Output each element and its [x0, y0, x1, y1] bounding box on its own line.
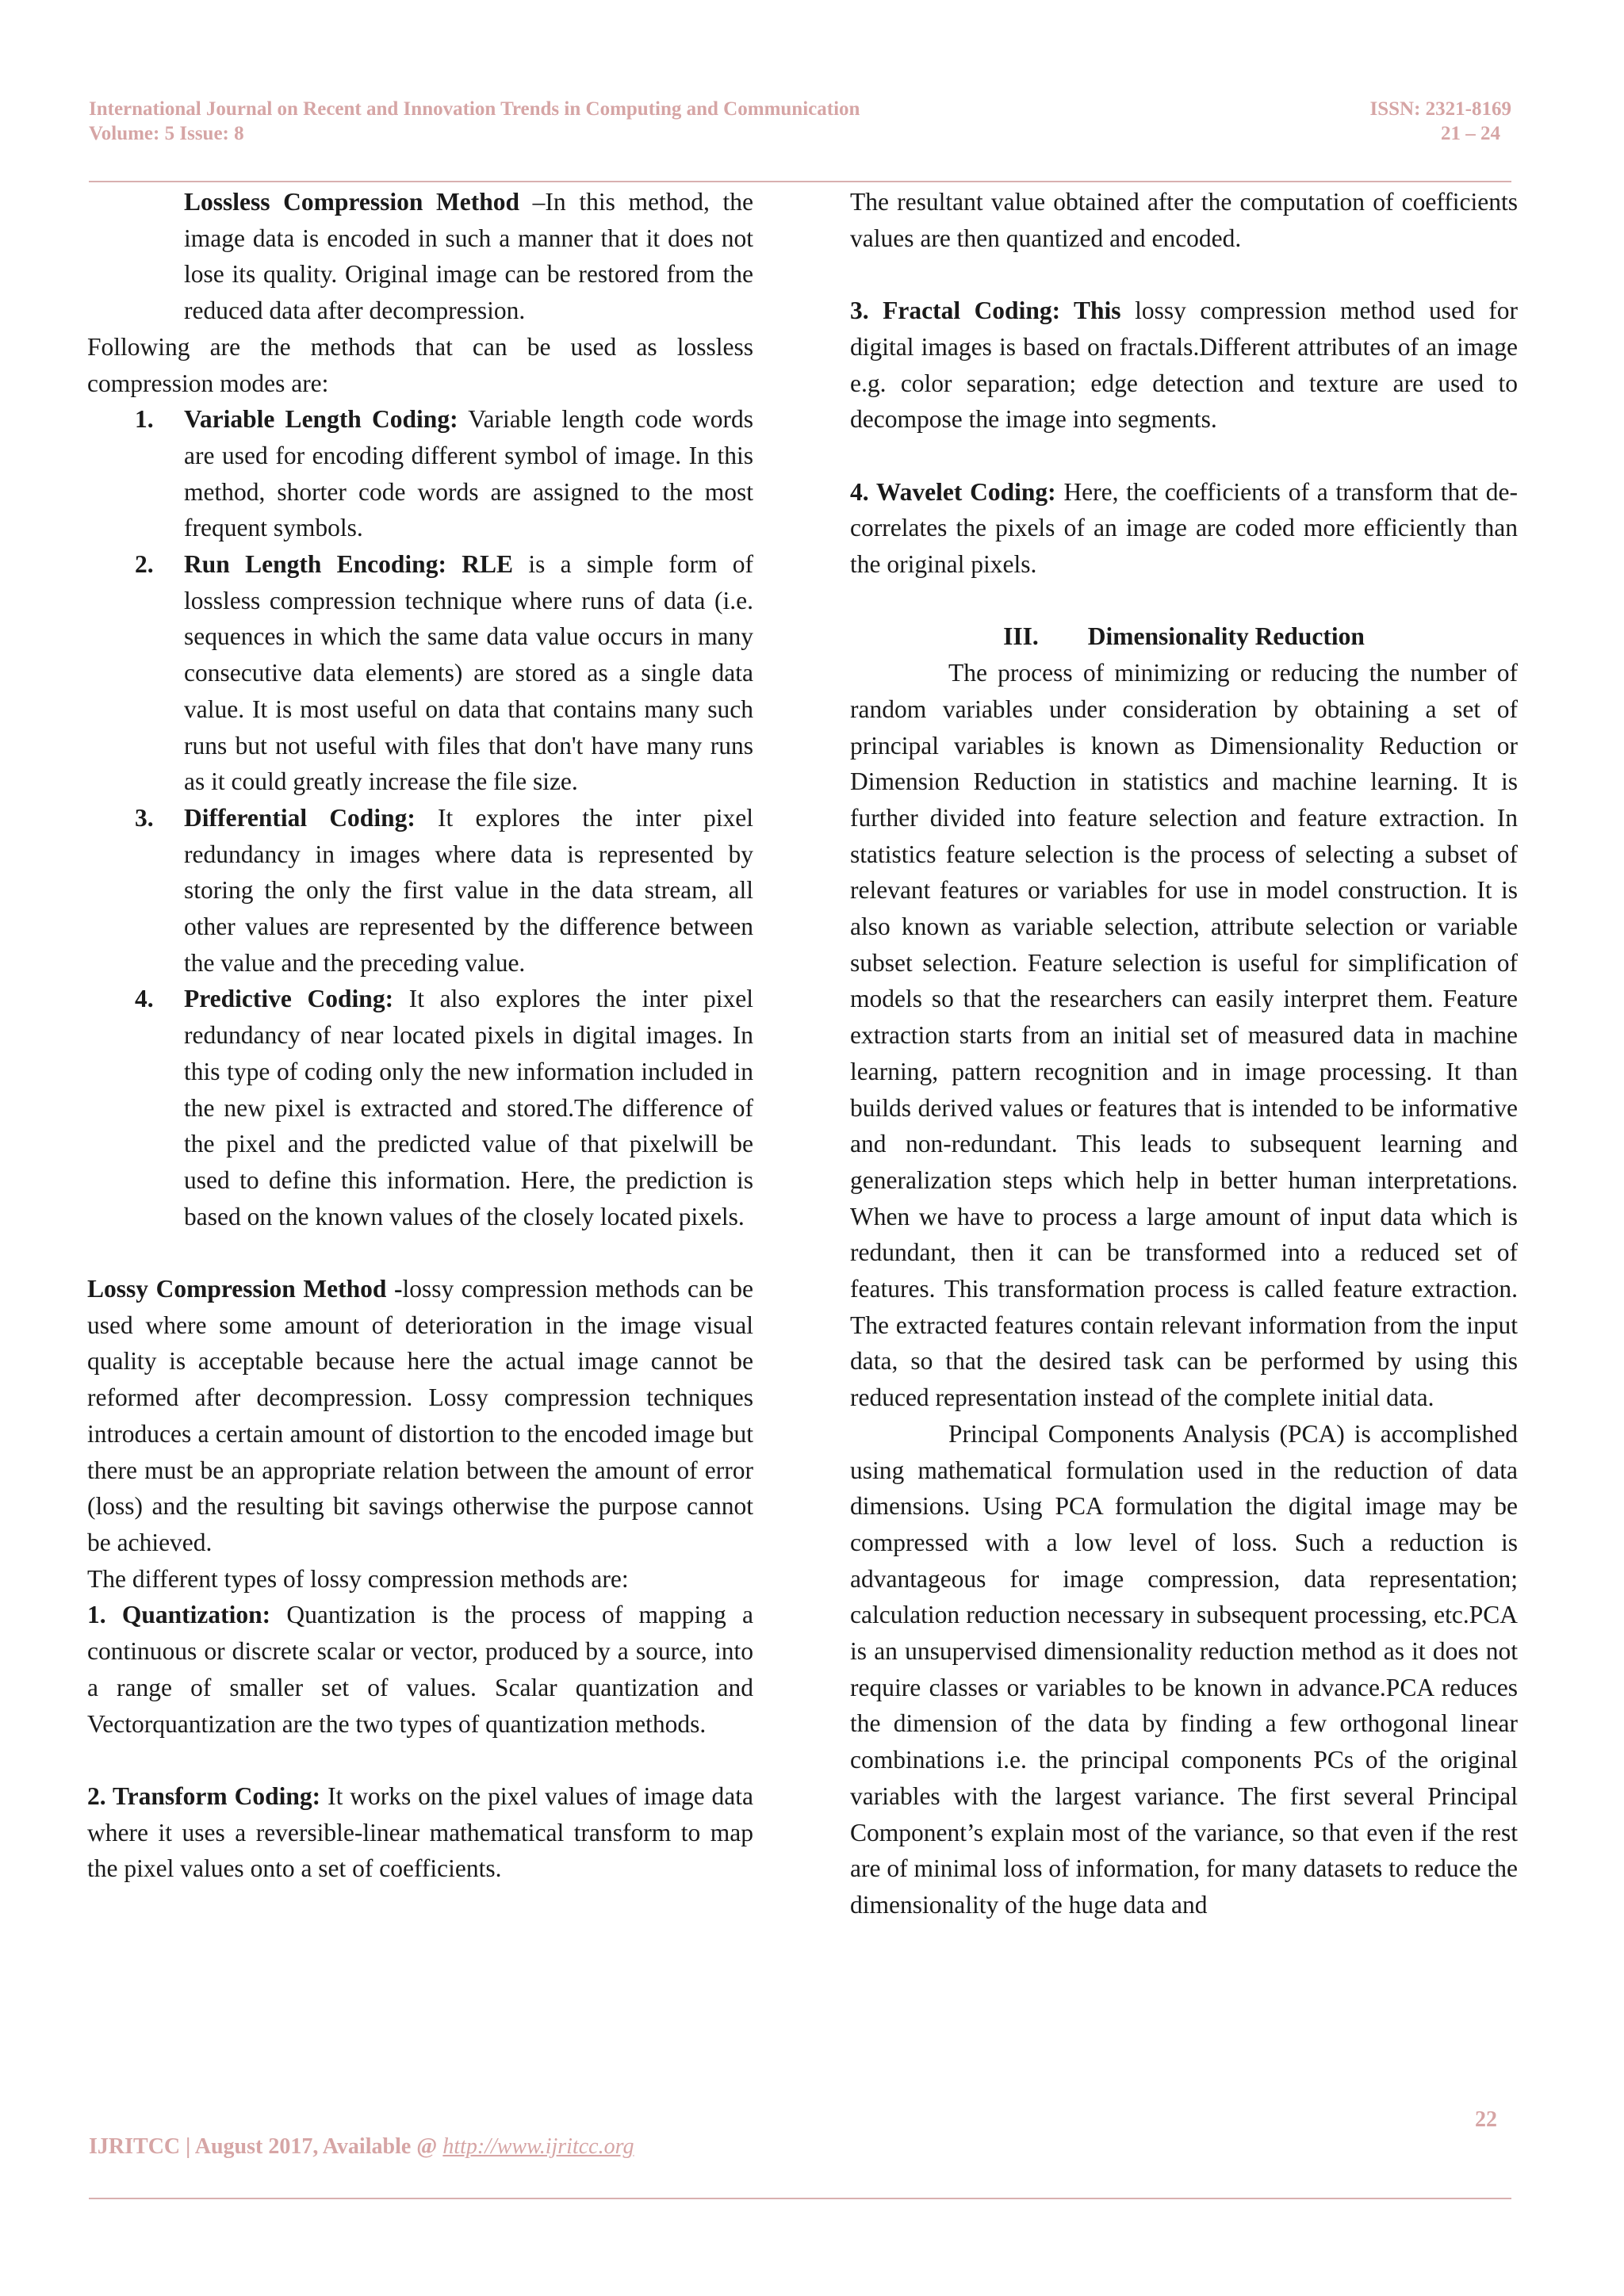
list-item-text: is a simple form of lossless compression technique where runs of data (i.e. sequences in which the same data value occurs in many consecutive data elements) are stored as a single data value. It is most useful on data that contains many such runs but not useful with files that don't have many runs as it could greatly increase the file size.	[184, 550, 753, 796]
lossless-title: Lossless Compression Method	[184, 188, 520, 216]
list-item-title: Run Length Encoding: RLE	[184, 550, 514, 579]
list-number: 1.	[135, 405, 154, 434]
page-footer	[89, 2134, 634, 2160]
journal-link[interactable]: http://www.ijritcc.org	[442, 2134, 634, 2159]
quantization-body: Quantization is the process of mapping a continuous or discrete scalar or vector, produced by a source, into a range of smaller set of values. Scalar quantization and Vectorquantization are the two types of quantization methods.	[87, 1601, 753, 1738]
dimensionality-paragraph: The process of minimizing or reducing the number of random variables under consideration by obtaining a set of principal variables is known as Dimensionality Reduction or Dimension Reduction in statistics and machine learning. It is further divided into feature selection and feature extraction. In statistics feature selection is the process of selecting a subset of relevant features or variables for use in model construction. It is also known as variable selection, attribute selection or variable subset selection. Feature selection is useful for simplification of models so that the researchers can easily interpret them. Feature extraction starts from an initial set of measured data in machine learning, pattern recognition and in image processing. It than builds derived values or features that is intended to be informative and non-redundant. This leads to subsequent learning and generalization steps which help in better human interpretations. When we have to process a large amount of input data which is redundant, then it can be transformed into a reduced set of features. This transformation process is called feature extraction. The extracted features contain relevant information from the input data, so that the desired task can be performed by using this reduced representation instead of the complete initial data.	[850, 659, 1518, 1412]
fractal-title: 3. Fractal Coding: This	[850, 297, 1121, 325]
transform-title: 2. Transform Coding:	[87, 1781, 321, 1810]
transform-paragraph	[87, 1778, 753, 1887]
lossless-paragraph	[87, 184, 753, 329]
list-item	[87, 800, 753, 982]
issn: ISSN: 2321-8169	[1369, 98, 1511, 120]
page-number: 22	[1475, 2107, 1497, 2132]
volume-issue: Volume: 5 Issue: 8	[89, 123, 244, 144]
list-item-text: It also explores the inter pixel redundancy of near located pixels in digital images. In this type of coding only the new information included in the new pixel is extracted and stored.The difference of the pixel and the predicted value of that pixelwill be used to define this information. Here, the prediction is based on the known values of the closely located pixels.	[184, 985, 754, 1230]
quantization-title: 1. Quantization:	[87, 1601, 271, 1629]
list-number: 3.	[135, 803, 154, 832]
lossy-paragraph	[87, 1271, 753, 1561]
footer-text: IJRITCC | August 2017, Available @	[89, 2134, 443, 2159]
list-item-text: It explores the inter pixel redundancy in images where data is represented by storing the only the first value in the data stream, all other values are represented by the difference between the value and the preceding value.	[184, 803, 753, 977]
lossless-body: –In this method, the image data is encoded in such a manner that it does not lose its quality. Original image can be restored from the reduced data after decompression.	[184, 188, 753, 325]
list-number: 2.	[135, 550, 154, 579]
list-item	[87, 546, 753, 800]
left-column	[87, 184, 753, 1887]
pca-paragraph: Principal Components Analysis (PCA) is accomplished using mathematical formulation used in the reduction of data dimensions. Using PCA formulation the digital image may be compressed with a low level of loss. Such a reduction is advantageous for image compression, data representation; calculation reduction necessary in subsequent processing, etc.PCA is an unsupervised dimensionality reduction method as it does not require classes or variables to be known in advance.PCA reduces the dimension of the data by finding a few orthogonal linear combinations i.e. the principal components PCs of the original variables with the largest variance. The first several Principal Component’s explain most of the variance, so that even if the rest are of minimal loss of information, for many datasets to reduce the dimensionality of the huge data and	[850, 1419, 1518, 1919]
wavelet-title: 4. Wavelet Coding:	[850, 477, 1056, 506]
resultant-paragraph: The resultant value obtained after the computation of coefficients values are then quantized and encoded.	[850, 188, 1518, 252]
footer-rule	[89, 2198, 1511, 2199]
section-title: Dimensionality Reduction	[1087, 622, 1365, 651]
quantization-paragraph	[87, 1597, 753, 1742]
wavelet-paragraph	[850, 474, 1518, 583]
section-heading	[850, 618, 1518, 655]
lossy-body: lossy compression methods can be used where some amount of deterioration in the image visual quality is acceptable because here the actual image cannot be reformed after decompression. Lossy compression techniques introduces a certain amount of distortion to the encoded image but there must be an appropriate relation between the amount of error (loss) and the resulting bit savings otherwise the purpose cannot be achieved.	[87, 1275, 753, 1556]
page-header	[89, 97, 1511, 146]
section-number: III.	[1003, 622, 1039, 651]
lossy-types-intro: The different types of lossy compression methods are:	[87, 1564, 629, 1593]
lossy-title: Lossy Compression Method -	[87, 1275, 403, 1303]
list-item	[87, 401, 753, 546]
lossless-intro: Following are the methods that can be used as lossless compression modes are:	[87, 332, 753, 397]
lossless-methods-list	[87, 401, 753, 1234]
list-number: 4.	[135, 985, 154, 1013]
list-item-title: Variable Length Coding:	[184, 405, 458, 434]
list-item-title: Predictive Coding:	[184, 985, 394, 1013]
page-range: 21 – 24	[1441, 123, 1500, 144]
header-rule	[89, 181, 1511, 182]
list-item	[87, 981, 753, 1234]
transform-body: It works on the pixel values of image data where it uses a reversible-linear mathematical transform to map the pixel values onto a set of coefficients.	[87, 1781, 753, 1883]
fractal-paragraph	[850, 293, 1518, 438]
journal-title: International Journal on Recent and Innovation Trends in Computing and Communication	[89, 98, 860, 120]
list-item-title: Differential Coding:	[184, 803, 416, 832]
fractal-body: lossy compression method used for digital images is based on fractals.Different attributes of an image e.g. color separation; edge detection and texture are used to decompose the image into segments.	[850, 297, 1518, 434]
right-column	[850, 184, 1518, 1923]
list-item-text: Variable length code words are used for encoding different symbol of image. In this method, shorter code words are assigned to the most frequent symbols.	[184, 405, 754, 542]
wavelet-body: Here, the coefficients of a transform that de-correlates the pixels of an image are coded more efficiently than the original pixels.	[850, 477, 1519, 578]
